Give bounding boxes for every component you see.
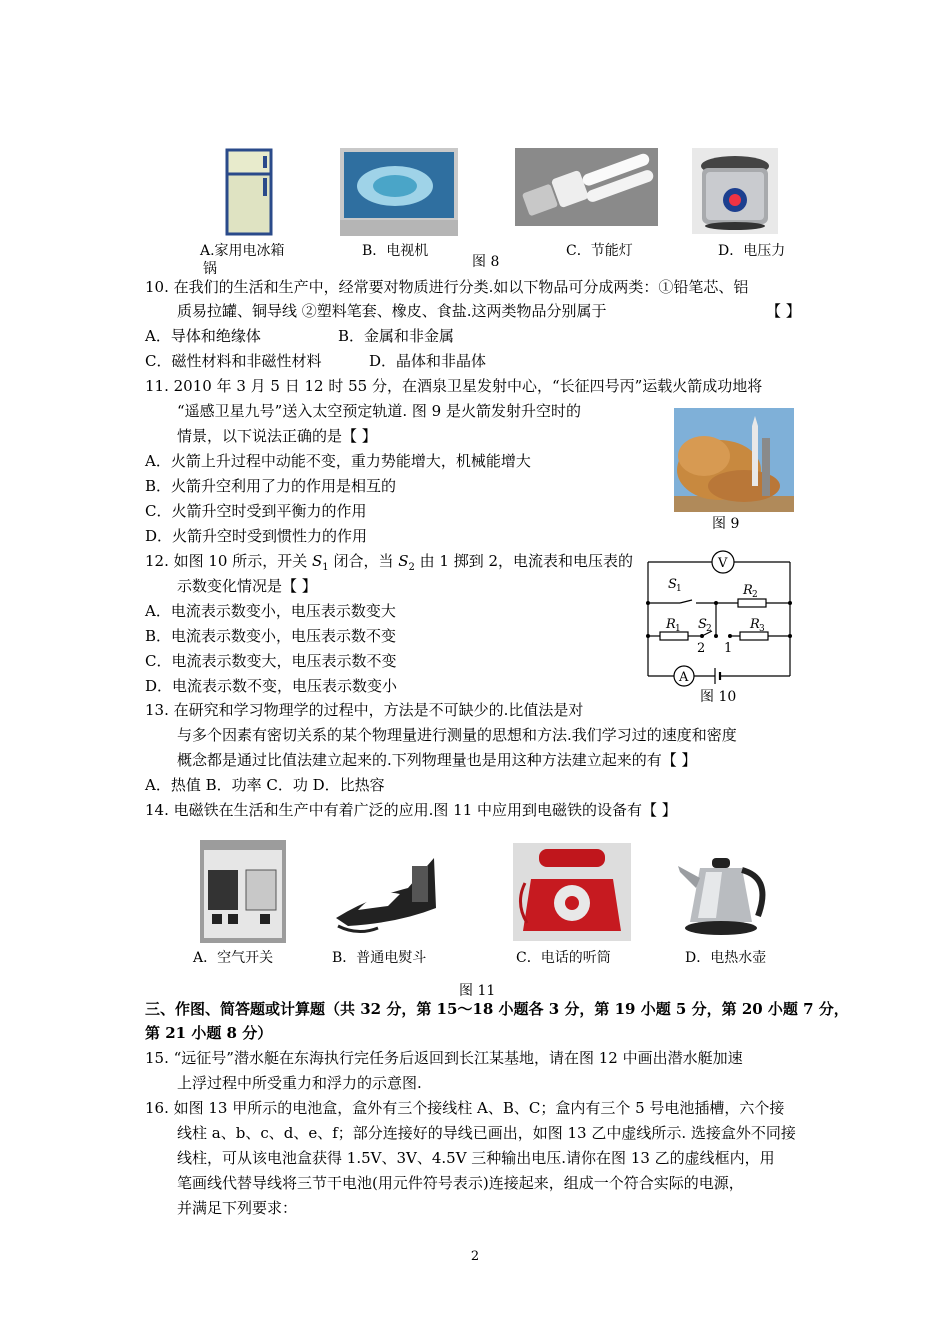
fig11-caption-a: A．空气开关 (193, 950, 274, 966)
q16-stem-line3: 线柱，可从该电池盒获得 1.5V、3V、4.5V 三种输出电压.请你在图 13 乙的虚线框内，用 (177, 1149, 775, 1167)
s2-symbol: S (398, 552, 409, 570)
q11-stem-line2: “遥感卫星九号”送入太空预定轨道. 图 9 是火箭发射升空时的 (177, 402, 581, 420)
s2-position-1: 1 (724, 641, 733, 656)
q15-stem-line1: 15. “远征号”潜水艇在东海执行完任务后返回到长江某基地，请在图 12 中画出潜水艇加速 (145, 1049, 743, 1067)
s2-label-sub: 2 (706, 624, 712, 634)
q16-stem-line1: 16. 如图 13 甲所示的电池盒，盒外有三个接线柱 A、B、C；盒内有三个 5 号电池插槽，六个接 (145, 1099, 785, 1117)
fig8-caption-a: A.家用电冰箱 (200, 243, 285, 259)
s1-label-sub: 1 (676, 584, 682, 594)
q16-stem-line5: 并满足下列要求： (177, 1199, 298, 1217)
pressure-cooker-image (692, 148, 778, 234)
q10-option-d: D．晶体和非晶体 (369, 352, 487, 370)
q12-option-a: A．电流表示数变小，电压表示数变大 (145, 602, 396, 620)
electric-iron-image (328, 848, 440, 938)
q10-option-b: B．金属和非金属 (338, 327, 455, 345)
r1-label: R (666, 617, 676, 632)
q12-option-b: B．电流表示数变小，电压表示数不变 (145, 627, 397, 645)
fig8-label: 图 8 (472, 254, 500, 270)
q16-stem-line4: 笔画线代替导线将三节干电池(用元件符号表示)连接起来，组成一个符合实际的电源， (177, 1174, 744, 1192)
q10-stem-line2: 质易拉罐、铜导线 ②塑料笔套、橡皮、食盐.这两类物品分别属于 (177, 302, 607, 320)
r2-label: R (743, 583, 753, 598)
fig8-caption-d-wrap: 锅 (203, 261, 217, 277)
fig8-caption-c: C．节能灯 (566, 243, 633, 259)
s1-label: S (668, 577, 677, 592)
q11-option-d: D．火箭升空时受到惯性力的作用 (145, 527, 368, 545)
q11-option-c: C．火箭升空时受到平衡力的作用 (145, 502, 367, 520)
q14-stem: 14. 电磁铁在生活和生产中有着广泛的应用.图 11 中应用到电磁铁的设备有【 】 (145, 801, 677, 819)
r2-label-sub: 2 (752, 590, 758, 600)
section3-heading-line2: 第 21 小题 8 分） (145, 1024, 273, 1042)
ammeter-symbol: A (679, 670, 689, 685)
energy-saving-lamp-image (515, 148, 658, 226)
q11-option-b: B．火箭升空利用了力的作用是相互的 (145, 477, 397, 495)
q12-stem-line2: 示数变化情况是【 】 (177, 577, 317, 595)
q12-stem-mid: 闭合，当 (328, 552, 399, 570)
fig11-caption-c: C．电话的听筒 (516, 950, 611, 966)
fig11-label: 图 11 (459, 983, 496, 999)
q13-stem-line2: 与多个因素有密切关系的某个物理量进行测量的思想和方法.我们学习过的速度和密度 (177, 726, 737, 744)
q12-option-c: C．电流表示数变大，电压表示数不变 (145, 652, 397, 670)
s2-position-2: 2 (697, 641, 706, 656)
q11-stem-line3: 情景，以下说法正确的是【 】 (177, 427, 377, 445)
air-switch-image (200, 840, 286, 943)
telephone-image (513, 843, 631, 941)
q12-stem-post: 由 1 掷到 2，电流表和电压表的 (414, 552, 634, 570)
s2-label: S (698, 617, 707, 632)
q12-option-d: D．电流表示数不变，电压表示数变小 (145, 677, 398, 695)
q10-option-a: A．导体和绝缘体 (145, 327, 261, 345)
fig10-label: 图 10 (700, 689, 737, 705)
q12-stem-line1 (145, 551, 633, 578)
r1-label-sub: 1 (675, 624, 681, 634)
q13-stem-line3: 概念都是通过比值法建立起来的.下列物理量也是用这种方法建立起来的有【 】 (177, 751, 697, 769)
fridge-image (225, 148, 273, 236)
r3-label-sub: 3 (759, 624, 765, 634)
fig11-caption-b: B．普通电熨斗 (332, 950, 427, 966)
fig11-caption-d: D．电热水壶 (685, 950, 767, 966)
s2-subscript: 2 (408, 562, 415, 573)
voltmeter-symbol: V (718, 556, 728, 571)
rocket-launch-image (674, 408, 794, 512)
q11-stem-line1: 11. 2010 年 3 月 5 日 12 时 55 分，在酒泉卫星发射中心，“长征四号丙”运载火箭成功地将 (145, 377, 763, 395)
q13-stem-line1: 13. 在研究和学习物理学的过程中，方法是不可缺少的.比值法是对 (145, 701, 584, 719)
q10-answer-bracket: 【 】 (766, 302, 801, 320)
q16-stem-line2: 线柱 a、b、c、d、e、f；部分连接好的导线已画出，如图 13 乙中虚线所示. 选接盒外不同接 (177, 1124, 796, 1142)
s1-subscript: 1 (322, 562, 329, 573)
q12-stem-pre: 12. 如图 10 所示，开关 (145, 552, 313, 570)
s1-symbol: S (312, 552, 323, 570)
electric-kettle-image (672, 848, 778, 940)
q10-stem-line1: 10. 在我们的生活和生产中，经常要对物质进行分类.如以下物品可分成两类：①铅笔芯、铝 (145, 278, 749, 296)
tv-image (340, 148, 458, 236)
fig9-label: 图 9 (712, 516, 740, 532)
fig8-caption-b: B．电视机 (362, 243, 429, 259)
q13-options: A．热值 B．功率 C．功 D．比热容 (145, 776, 385, 794)
fig8-caption-d: D．电压力 (718, 243, 786, 259)
section3-heading-line1: 三、作图、简答题或计算题（共 32 分，第 15～18 小题各 3 分，第 19 小题 5 分，第 20 小题 7 分， (145, 1000, 849, 1018)
r3-label: R (750, 617, 760, 632)
q10-option-c: C．磁性材料和非磁性材料 (145, 352, 322, 370)
q15-stem-line2: 上浮过程中所受重力和浮力的示意图. (177, 1074, 422, 1092)
circuit-diagram (640, 548, 800, 688)
page-number: 2 (470, 1249, 480, 1264)
q11-option-a: A．火箭上升过程中动能不变，重力势能增大，机械能增大 (145, 452, 531, 470)
